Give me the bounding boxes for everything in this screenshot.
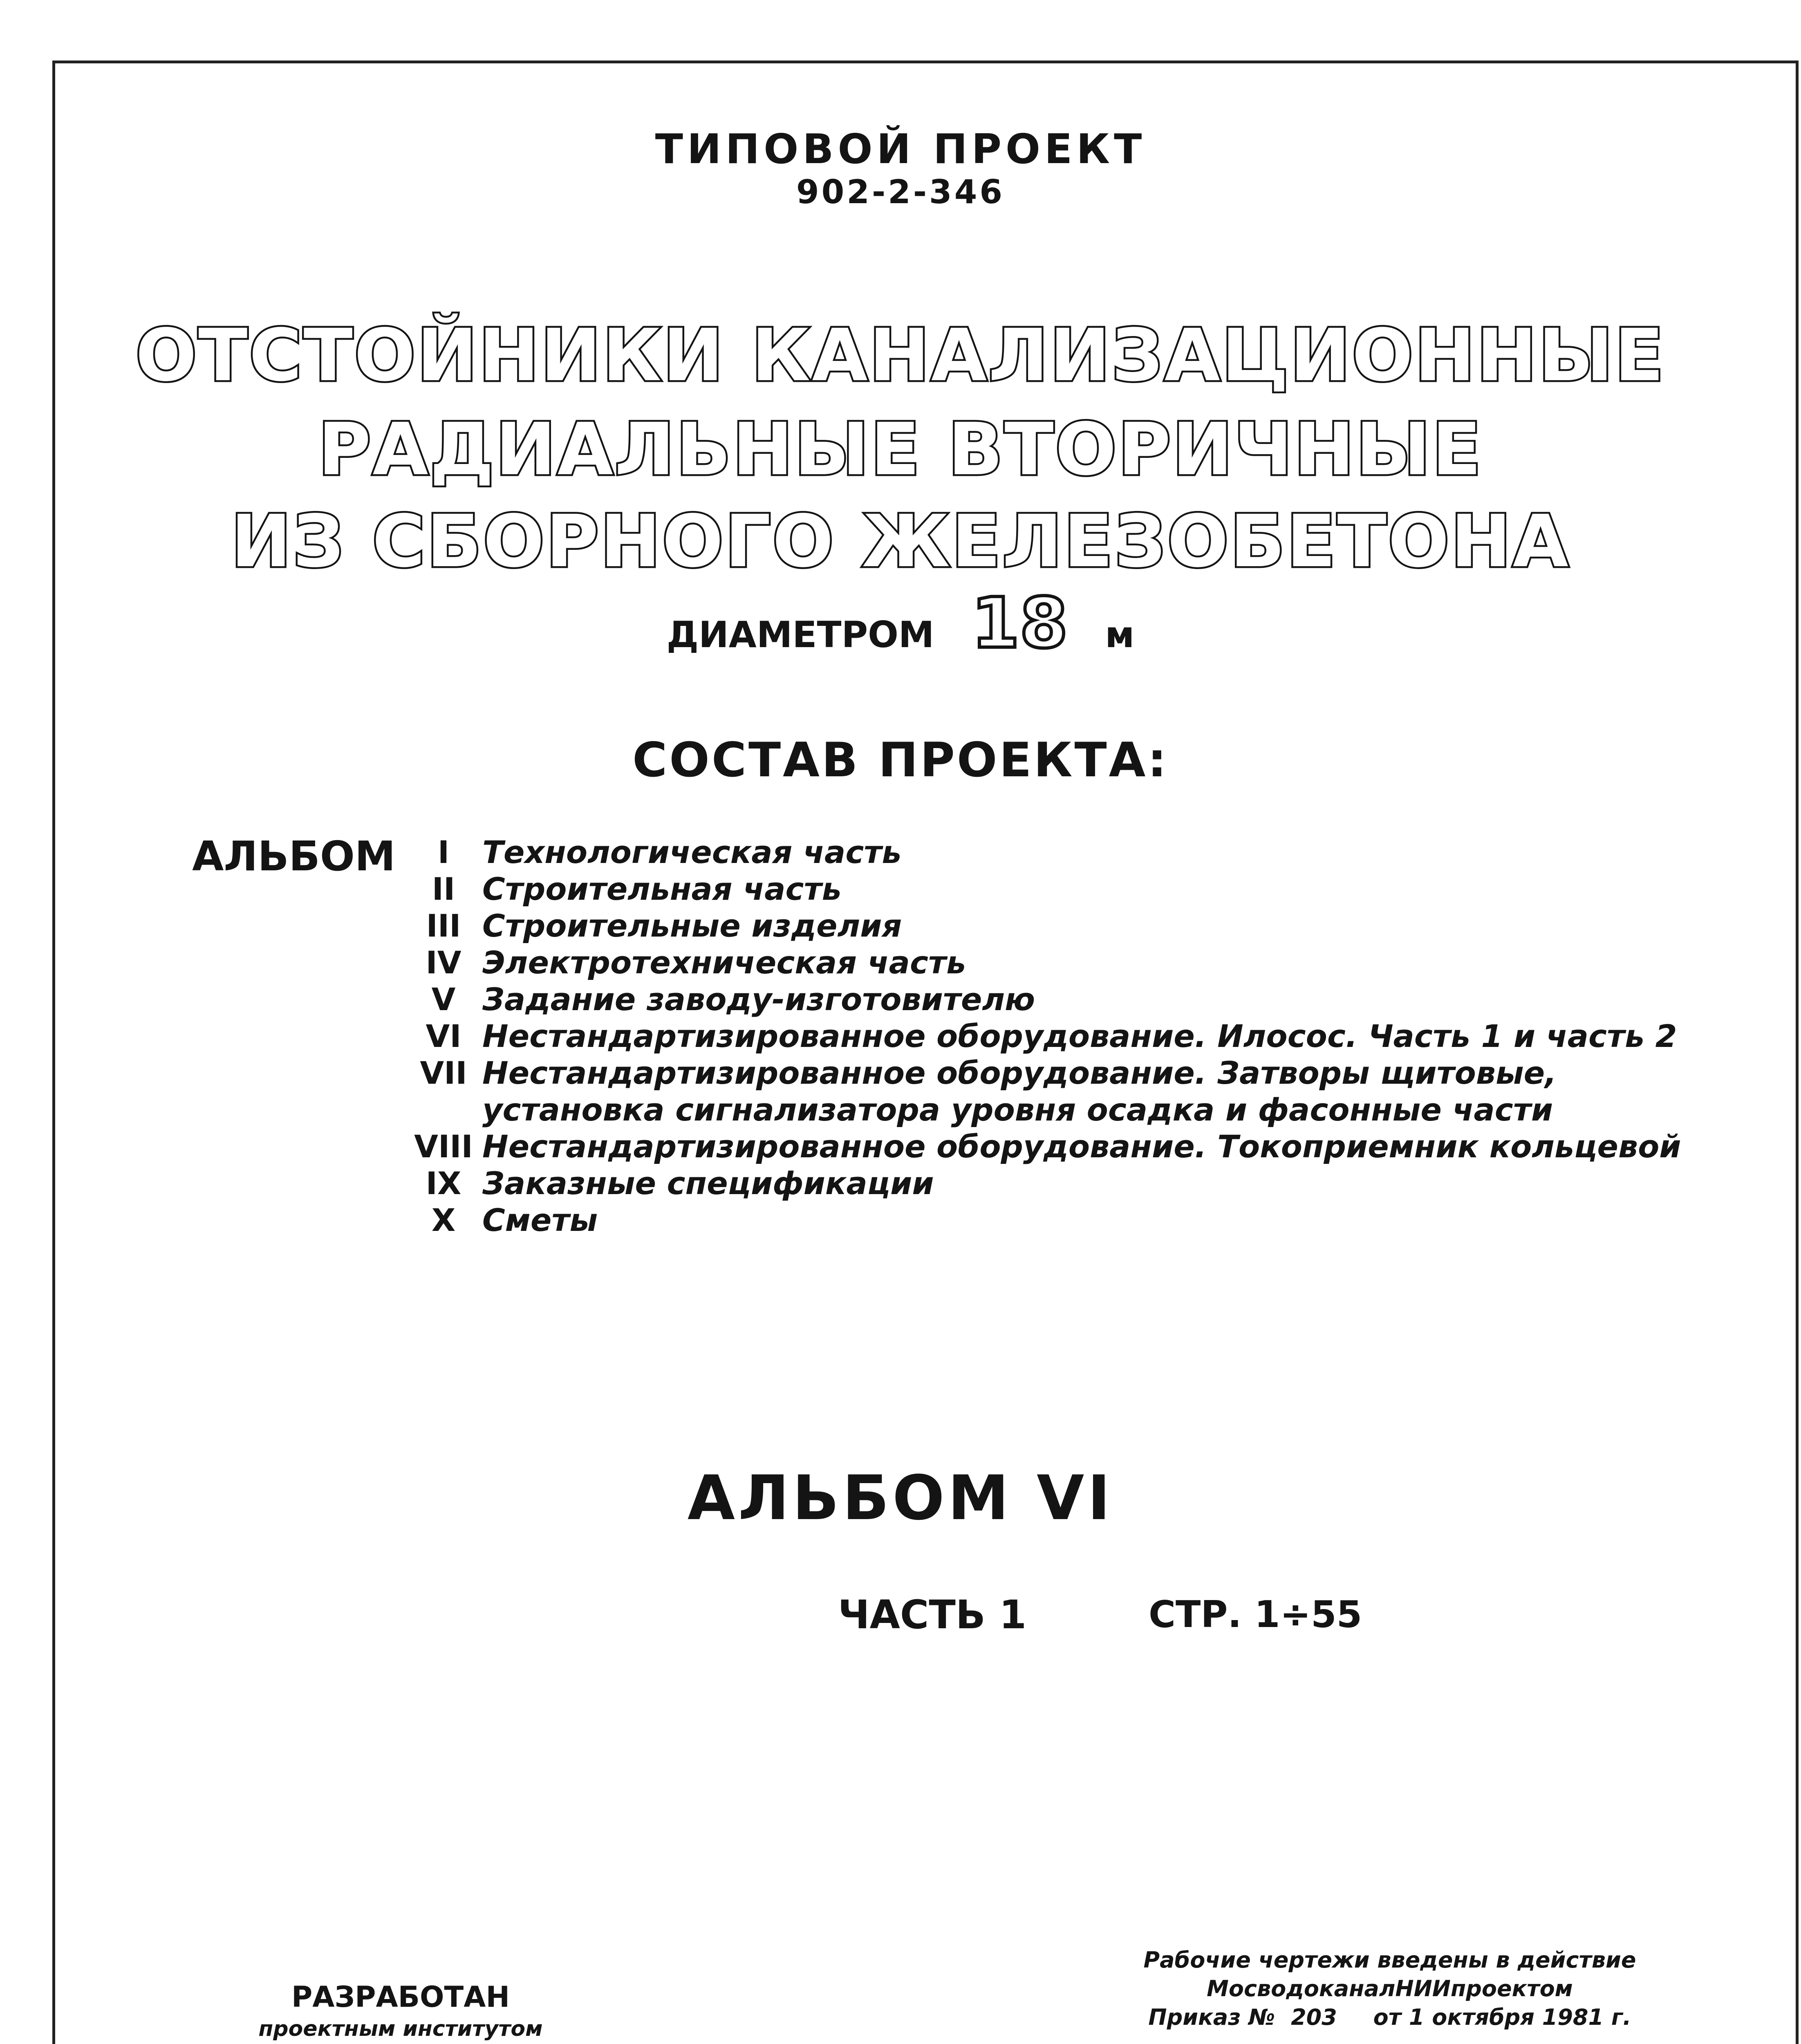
album-item-number: I <box>437 834 450 870</box>
album-list-item <box>405 834 1745 871</box>
title-line-3: ИЗ СБОРНОГО ЖЕЛЕЗОБЕТОНА <box>231 500 1570 583</box>
composition-heading: СОСТАВ ПРОЕКТА: <box>632 733 1169 788</box>
album-item-number <box>405 1091 482 1128</box>
album-list <box>405 834 1745 1239</box>
diameter-line <box>0 583 1801 670</box>
diameter-value: 18 <box>971 583 1068 664</box>
volume-title: АЛЬБОМ VI <box>687 1463 1114 1534</box>
album-item-title: установка сигнализатора уровня осадка и фасонные части <box>482 1091 1553 1128</box>
album-item-number: III <box>426 908 461 944</box>
introduction-block <box>1083 1946 1696 2032</box>
album-list-item <box>405 908 1745 944</box>
album-item-title: Задание заводу-изготовителю <box>482 981 1035 1018</box>
album-list-item <box>405 1165 1745 1202</box>
diameter-unit: м <box>1105 614 1135 656</box>
album-item-number: VI <box>426 1018 461 1054</box>
album-item-title: Строительная часть <box>482 871 842 907</box>
album-item-title: Строительные изделия <box>482 908 902 944</box>
album-item-number: IV <box>426 944 461 981</box>
album-list-item <box>405 1091 1745 1128</box>
album-item-number: VII <box>420 1055 467 1091</box>
developer-line-1: проектным институтом <box>258 2017 543 2041</box>
album-item-number: V <box>431 981 456 1018</box>
album-list-item <box>405 1202 1745 1239</box>
album-item-title: Нестандартизированное оборудование. Токоприемник кольцевой <box>482 1128 1681 1165</box>
introduction-order <box>1083 2003 1696 2032</box>
album-list-item <box>405 871 1745 908</box>
album-label: АЛЬБОМ <box>192 832 396 880</box>
album-item-title: Заказные спецификации <box>482 1165 934 1201</box>
project-number: 902-2-346 <box>796 173 1005 211</box>
project-type-label: ТИПОВОЙ ПРОЕКТ <box>655 125 1146 173</box>
volume-pages: СТР. 1÷55 <box>1149 1593 1362 1636</box>
album-item-title: Технологическая часть <box>482 834 902 870</box>
album-item-title: Электротехническая часть <box>482 944 966 981</box>
developer-block <box>176 1979 625 2044</box>
volume-part: ЧАСТЬ 1 <box>838 1592 1027 1638</box>
title-line-2: РАДИАЛЬНЫЕ ВТОРИЧНЫЕ <box>318 408 1483 491</box>
album-item-title: Сметы <box>482 1202 598 1238</box>
introduction-line-2: МосводоканалНИИпроектом <box>1207 1976 1573 2001</box>
order-number: 203 <box>1291 2004 1337 2030</box>
album-item-number: X <box>431 1202 456 1238</box>
album-list-item <box>405 1128 1745 1165</box>
album-item-title: Нестандартизированное оборудование. Затворы щитовые, <box>482 1055 1557 1091</box>
order-date: от 1 октября 1981 г. <box>1373 2004 1631 2030</box>
album-list-item <box>405 1055 1745 1091</box>
order-label: Приказ № <box>1148 2004 1275 2030</box>
album-item-number: II <box>432 871 455 907</box>
diameter-label: ДИАМЕТРОМ <box>666 614 934 656</box>
title-line-1: ОТСТОЙНИКИ КАНАЛИЗАЦИОННЫЕ <box>135 314 1666 397</box>
album-list-item <box>405 944 1745 981</box>
album-item-number: VIII <box>414 1128 473 1165</box>
album-list-item <box>405 1018 1745 1055</box>
introduction-line-1: Рабочие чертежи введены в действие <box>1143 1947 1636 1973</box>
album-item-number: IX <box>426 1165 461 1201</box>
album-item-title: Нестандартизированное оборудование. Илосос. Часть 1 и часть 2 <box>482 1018 1677 1054</box>
developer-heading: РАЗРАБОТАН <box>291 1980 510 2014</box>
album-list-item <box>405 981 1745 1018</box>
developer-line-2 <box>176 2042 625 2044</box>
